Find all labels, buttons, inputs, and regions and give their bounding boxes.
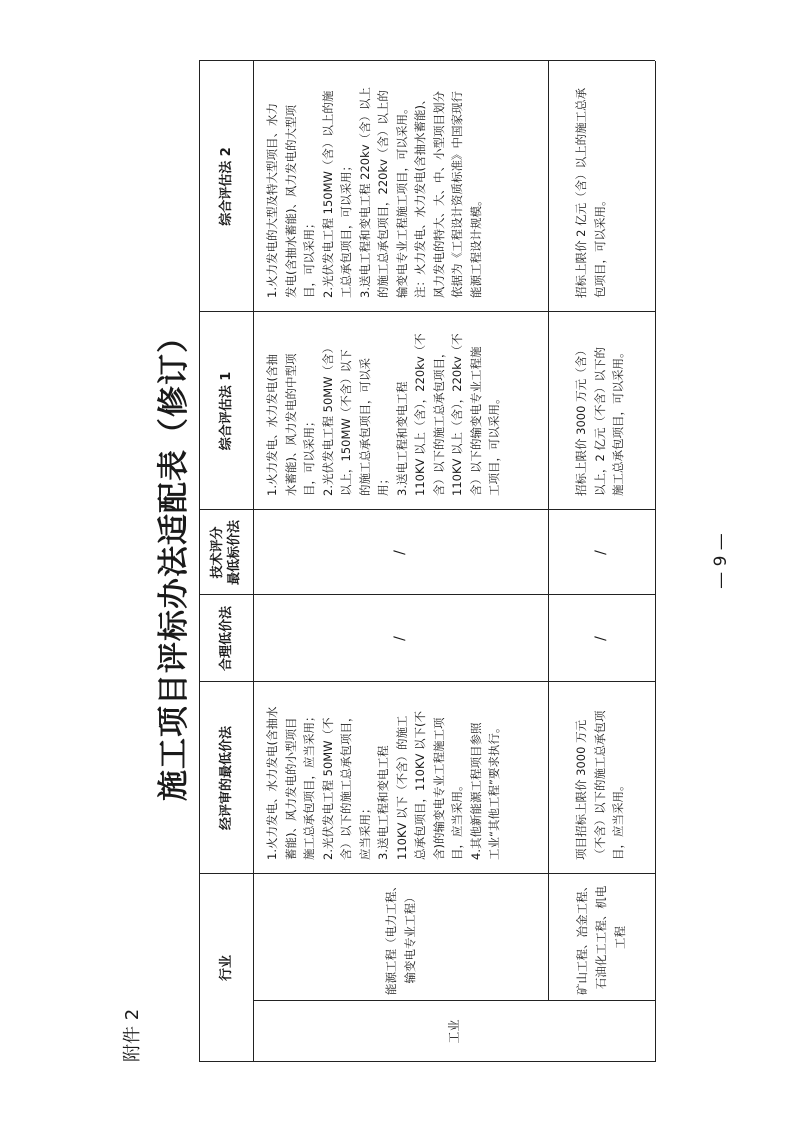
header-industry: 行业 xyxy=(218,955,234,982)
header-tech-score-lowest-price: 技术评分 最低标价法 xyxy=(210,520,242,586)
header-comprehensive-1: 综合评估法 1 xyxy=(218,371,234,451)
row1-comprehensive-1: 1.火力发电、水力发电(含抽 水蓄能)、风力发电的中型项 目，可以采用； 2.光伏发电工程 50MW（含） 以上，150MW（不含）以下 的施工总承包项目，可以采 用； 3.送电工程和变电工程 110KV 以上（含），220kv（不 含）以下的施工总承包项目， 110KV 以上（含），220kv（不 含）以下的输变电专业工程施 工项目，可以采用。 xyxy=(265,333,501,496)
row2-tech-score-lowest-price: / xyxy=(593,550,610,555)
page-title: 施工项目评标办法适配表（修订） xyxy=(156,321,192,801)
group-label-industry: 工业 xyxy=(446,1019,461,1044)
page-number: — 9 — xyxy=(711,533,731,589)
header-reasonable-low-price: 合理低价法 xyxy=(218,606,234,672)
row2-comprehensive-1: 招标上限价 3000 万元（含） 以上，2 亿元（不含）以下的 施工总承包项目，可以采用。 xyxy=(574,344,625,496)
row1-industry: 能源工程（电力工程、 输变电专业工程） xyxy=(383,880,417,995)
row1-tech-score-lowest-price: / xyxy=(392,550,409,555)
row2-comprehensive-2: 招标上限价 2 亿元（含）以上的施工总承 包项目，可以采用。 xyxy=(574,87,607,298)
row1-lowest-reviewed-price: 1.火力发电、水力发电(含抽水 蓄能)、风力发电的小型项目 施工总承包项目，应当采用； 2.光伏发电工程 50MW（不 含）以下的施工总承包项目， 应当采用； 3.送电工程和变电工程 110KV 以下（不含）的施工 总承包项目，110KV 以下(不 含)的输变电专业工程施工项 目，应当采用。 4.其他新能源工程项目参照 工业“其他工程”要求执行。 xyxy=(265,706,501,860)
row1-reasonable-low-price: / xyxy=(392,636,409,641)
row2-reasonable-low-price: / xyxy=(593,636,610,641)
row1-comprehensive-2: 1.火力发电的大型及特大型项目、水力 发电(含抽水蓄能)、风力发电的大型项 目，可以采用； 2.光伏发电工程 150MW（含）以上的施 工总承包项目，可以采用； 3.送电工程和变电工程 220kv（含）以上 的施工总承包项目，220kv（含）以上的 输变电专业工程施工项目，可以采用。 注：火力发电、水力发电(含抽水蓄能)、 风力发电的特大、大、中、小型项目划分 依据为《工程设计资质标准》中国家现行 能源工程设计规模。 xyxy=(265,86,483,298)
attachment-label: 附件 2 xyxy=(122,1008,143,1062)
header-lowest-reviewed-price: 经评审的最低价法 xyxy=(218,726,234,831)
header-comprehensive-2: 综合评估法 2 xyxy=(218,147,234,226)
row2-lowest-reviewed-price: 项目招标上限价 3000 万元 （不含）以下的施工总承包项 目，应当采用。 xyxy=(574,710,625,860)
row2-industry: 矿山工程、冶金工程、 石油化工工程、机电 工程 xyxy=(575,880,627,995)
